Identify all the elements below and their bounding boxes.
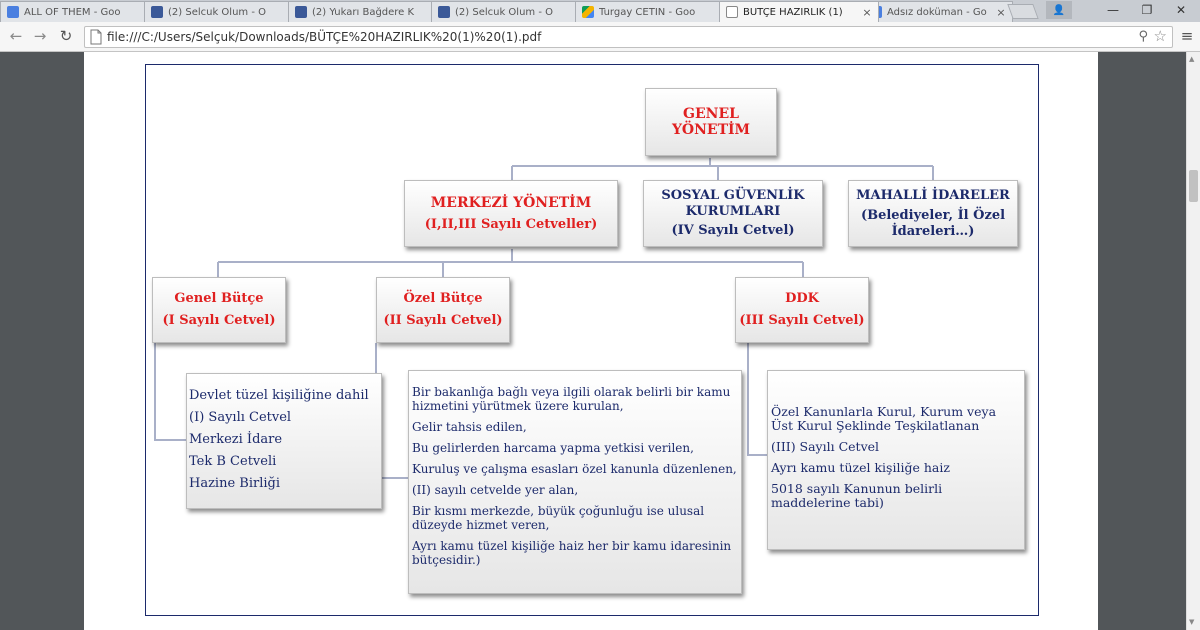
sosyal-guvenlik-line2: KURUMLARI xyxy=(685,204,781,219)
detail-text: (I) Sayılı Cetvel xyxy=(189,410,292,425)
detail-text: Ayrı kamu tüzel kişiliğe haiz xyxy=(771,460,950,475)
detail-text: (II) sayılı cetvelde yer alan, xyxy=(412,483,579,497)
bookmark-star-icon[interactable]: ☆ xyxy=(1153,27,1167,45)
tab-title: BÜTÇE HAZIRLIK (1) xyxy=(743,6,843,18)
genel-butce-line2: (I Sayılı Cetvel) xyxy=(162,313,276,328)
genel-yonetim-line2: YÖNETİM xyxy=(671,122,751,138)
profile-icon[interactable]: 👤 xyxy=(1046,1,1072,19)
detail-text: Merkezi İdare xyxy=(189,432,283,447)
ddk-line2: (III Sayılı Cetvel) xyxy=(739,313,865,328)
mahalli-idareler-box xyxy=(848,180,1018,247)
sosyal-guvenlik-line3: (IV Sayılı Cetvel) xyxy=(671,223,795,238)
scroll-up-icon[interactable]: ▲ xyxy=(1189,55,1195,63)
page-icon xyxy=(726,6,738,18)
tab-title: Turgay CETIN - Goo xyxy=(599,6,696,18)
detail-text: Bu gelirlerden harcama yapma yetkisi verilen, xyxy=(412,441,694,455)
tab-title: (2) Selcuk Olum - Ö xyxy=(455,6,553,18)
restore-icon[interactable]: ❐ xyxy=(1141,3,1153,17)
merkezi-yonetim-box xyxy=(404,180,618,247)
merkezi-yonetim-line2: (I,II,III Sayılı Cetveller) xyxy=(424,216,598,232)
genel-yonetim-box xyxy=(645,88,777,156)
sosyal-guvenlik-line1: SOSYAL GÜVENLİK xyxy=(661,188,805,203)
back-icon[interactable]: ← xyxy=(9,27,23,45)
zoom-icon[interactable]: ⚲ xyxy=(1138,29,1148,44)
detail-text: (III) Sayılı Cetvel xyxy=(771,439,880,454)
ozel-butce-detail-box xyxy=(408,370,742,594)
tab-title: Adsız doküman - Go xyxy=(887,6,987,18)
close-icon[interactable]: × xyxy=(996,5,1006,19)
tab-title: ALL OF THEM - Goo xyxy=(24,6,121,18)
detail-text: Kuruluş ve çalışma esasları özel kanunla düzenlenen, xyxy=(412,462,737,476)
detail-text: Ayrı kamu tüzel kişiliğe haiz her bir kamu idaresinin bütçesidir.) xyxy=(412,539,732,567)
mahalli-idareler-line1: MAHALLİ İDARELER xyxy=(856,187,1010,203)
detail-text: Gelir tahsis edilen, xyxy=(412,420,527,434)
tab-butce-hazirlik[interactable] xyxy=(719,1,879,22)
detail-text: Tek B Cetveli xyxy=(189,454,277,469)
genel-butce-line1: Genel Bütçe xyxy=(174,291,264,306)
minimize-icon[interactable]: — xyxy=(1107,3,1119,17)
ozel-butce-line2: (II Sayılı Cetvel) xyxy=(383,313,503,328)
close-icon[interactable]: × xyxy=(862,5,872,19)
menu-icon[interactable]: ≡ xyxy=(1180,27,1194,45)
mahalli-idareler-line3: İdareleri…) xyxy=(891,223,975,239)
detail-text: Bir bakanlığa bağlı veya ilgili olarak belirli bir kamu hizmetini yürütmek üzere kurulan, xyxy=(412,385,731,413)
genel-butce-detail-box xyxy=(186,373,382,509)
reload-icon[interactable]: ↻ xyxy=(59,27,73,45)
merkezi-yonetim-line1: MERKEZİ YÖNETİM xyxy=(430,194,592,211)
tab-title: (2) Selcuk Olum - Ö xyxy=(168,6,266,18)
ddk-line1: DDK xyxy=(785,291,819,306)
detail-text: Devlet tüzel kişiliğine dahil xyxy=(189,388,369,403)
detail-text: Hazine Birliği xyxy=(189,476,281,491)
ddk-box xyxy=(735,277,869,343)
window-close-icon[interactable]: ✕ xyxy=(1175,3,1187,17)
sosyal-guvenlik-box xyxy=(643,180,823,247)
detail-text: Özel Kanunlarla Kurul, Kurum veya Üst Kurul Şeklinde Teşkilatlanan xyxy=(771,404,997,433)
genel-yonetim-line1: GENEL xyxy=(683,106,739,122)
detail-text: Bir kısmı merkezde, büyük çoğunluğu ise ulusal düzeyde hizmet veren, xyxy=(412,504,705,532)
ddk-detail-box xyxy=(767,370,1025,550)
tab-title: (2) Yukarı Bağdere K xyxy=(312,6,415,18)
forward-icon[interactable]: → xyxy=(33,27,47,45)
ozel-butce-box xyxy=(376,277,510,343)
genel-butce-box xyxy=(152,277,286,343)
scroll-down-icon[interactable]: ▼ xyxy=(1189,618,1195,626)
mahalli-idareler-line2: (Belediyeler, İl Özel xyxy=(860,207,1006,223)
ozel-butce-line1: Özel Bütçe xyxy=(403,291,483,306)
url-text: file:///C:/Users/Selçuk/Downloads/BÜTÇE%20HAZIRLIK%20(1)%20(1).pdf xyxy=(107,30,542,44)
detail-text: 5018 sayılı Kanunun belirli maddelerine tabi) xyxy=(771,481,943,510)
